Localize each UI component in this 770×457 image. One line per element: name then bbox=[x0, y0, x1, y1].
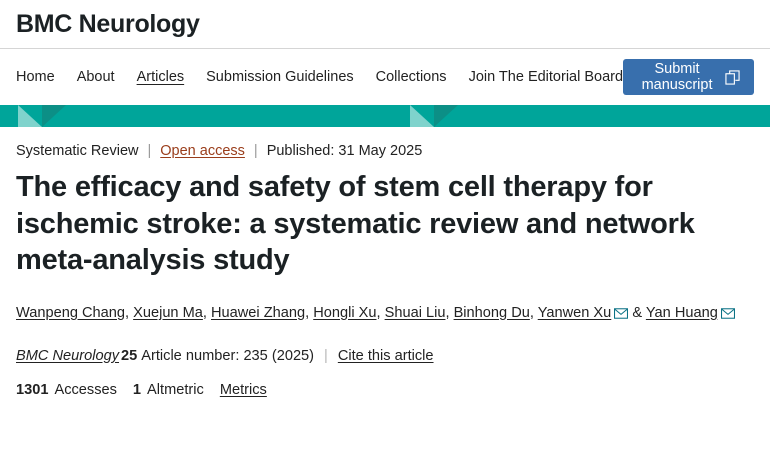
nav-item-submission-guidelines[interactable]: Submission Guidelines bbox=[206, 69, 354, 85]
accesses-count: 1301 bbox=[16, 381, 49, 398]
published-date: Published: 31 May 2025 bbox=[266, 143, 423, 159]
nav-item-home[interactable]: Home bbox=[16, 69, 55, 85]
band-triangle-icon bbox=[410, 105, 434, 127]
author-link[interactable]: Shuai Liu bbox=[384, 304, 446, 321]
email-icon[interactable] bbox=[721, 303, 735, 328]
article-type: Systematic Review bbox=[16, 143, 139, 159]
article-meta bbox=[16, 143, 754, 159]
journal-title: BMC Neurology bbox=[16, 9, 200, 38]
meta-separator: | bbox=[253, 143, 258, 159]
author-link[interactable]: Hongli Xu bbox=[313, 304, 377, 321]
nav-item-join-the-editorial-board[interactable]: Join The Editorial Board bbox=[468, 69, 624, 85]
nav-item-list bbox=[16, 69, 623, 85]
author-list: Wanpeng Chang, Xuejun Ma, Huawei Zhang, Hongli Xu, Shuai Liu, Binhong Du, Yanwen Xu & Yan Huang bbox=[16, 301, 754, 328]
authors-conjunction: & bbox=[632, 304, 643, 321]
journal-header bbox=[0, 0, 770, 48]
citation-journal-link[interactable]: BMC Neurology bbox=[16, 347, 120, 364]
main-navigation bbox=[0, 49, 770, 105]
author-link[interactable]: Huawei Zhang bbox=[211, 304, 306, 321]
email-icon[interactable] bbox=[614, 303, 628, 328]
metrics-link[interactable]: Metrics bbox=[219, 381, 267, 398]
metrics-row bbox=[16, 382, 754, 398]
nav-item-articles[interactable]: Articles bbox=[136, 69, 185, 85]
decorative-band bbox=[0, 105, 770, 127]
citation-line bbox=[16, 348, 754, 364]
altmetric-count: 1 bbox=[132, 381, 142, 398]
open-access-link[interactable]: Open access bbox=[160, 143, 245, 159]
submit-manuscript-button[interactable] bbox=[623, 59, 754, 95]
article-content bbox=[0, 127, 770, 398]
band-triangle-icon bbox=[42, 105, 66, 127]
author-link[interactable]: Binhong Du bbox=[453, 304, 530, 321]
citation-volume: 25 bbox=[121, 347, 138, 364]
band-triangle-icon bbox=[434, 105, 458, 127]
nav-item-about[interactable]: About bbox=[76, 69, 115, 85]
author-link[interactable]: Wanpeng Chang bbox=[16, 304, 125, 321]
cite-this-article-link[interactable]: Cite this article bbox=[337, 347, 434, 364]
author-link[interactable]: Yan Huang bbox=[645, 304, 718, 321]
author-link[interactable]: Xuejun Ma bbox=[133, 304, 203, 321]
citation-article-number: Article number: 235 (2025) bbox=[141, 347, 315, 364]
altmetric-label: Altmetric bbox=[147, 381, 204, 398]
page-title: The efficacy and safety of stem cell therapy for ischemic stroke: a systematic review and network meta-analysis study bbox=[16, 171, 695, 277]
nav-item-collections[interactable]: Collections bbox=[375, 69, 447, 85]
citation-separator: | bbox=[324, 347, 328, 364]
author-link[interactable]: Yanwen Xu bbox=[537, 304, 612, 321]
accesses-label: Accesses bbox=[54, 381, 117, 398]
external-link-icon bbox=[725, 70, 740, 85]
meta-separator: | bbox=[147, 143, 152, 159]
band-triangle-icon bbox=[18, 105, 42, 127]
submit-manuscript-label: Submit manuscript bbox=[641, 61, 713, 93]
